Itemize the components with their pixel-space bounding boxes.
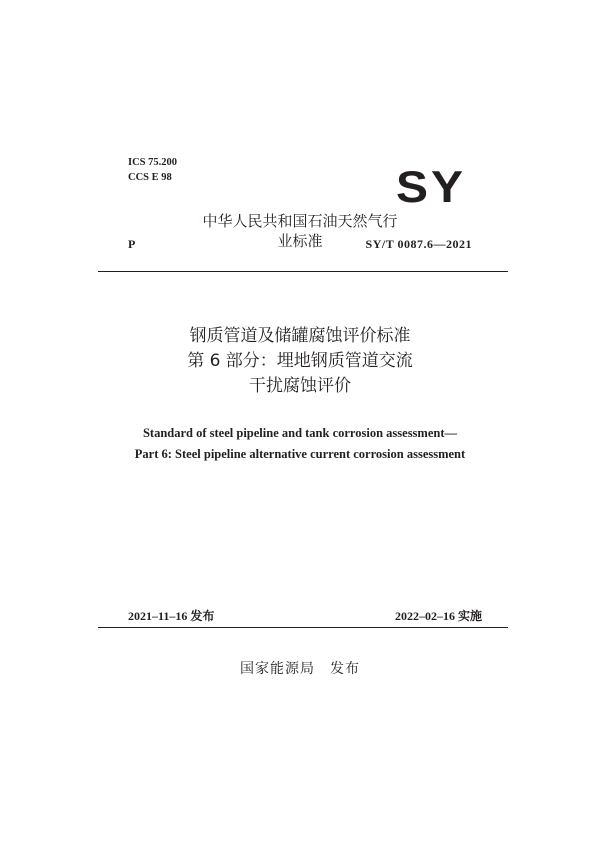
title-cn-line-2: 第 6 部分：埋地钢质管道交流 [187,351,413,371]
implementation-date: 2022–02–16 实施 [394,609,482,623]
ics-code: ICS 75.200 [128,157,178,168]
title-cn-line-1: 钢质管道及储罐腐蚀评价标准 [189,326,411,346]
issue-date: 2021–11–16 发布 [128,609,215,623]
ccs-code: CCS E 98 [128,172,172,183]
title-en-line-2: Part 6: Steel pipeline alternative current corrosion assessment [134,447,466,461]
classification-letter: P [128,237,136,251]
header-divider [98,271,508,272]
issuing-organization: 中华人民共和国石油天然气行业标准 [202,212,398,250]
classification-codes [128,155,177,185]
title-chinese [100,324,500,399]
title-cn-line-3: 干扰腐蚀评价 [249,376,351,396]
standard-number: SY/T 0087.6—2021 [365,237,472,251]
sy-logo: SY [396,163,467,212]
issuing-authority: 国家能源局 发布 [240,661,360,677]
title-english [80,423,520,465]
title-en-line-1: Standard of steel pipeline and tank corrosion assessment— [142,426,458,440]
footer-divider [98,627,508,628]
